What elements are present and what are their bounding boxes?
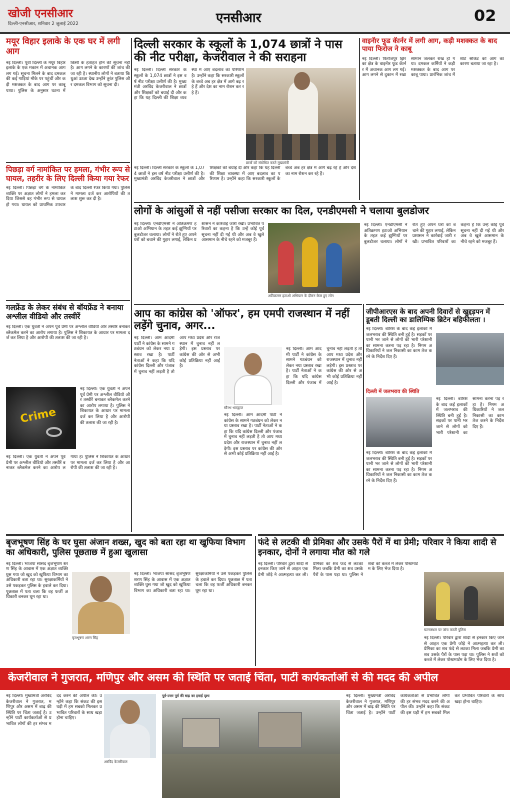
- brand-logo: [8, 6, 73, 21]
- person-body: [78, 602, 124, 634]
- column-divider: [359, 38, 360, 200]
- article-body: नई दिल्ली। पिछड़ा वर्ग के नामांकित व्यक्ति पर अज्ञात लोगों ने हमला कर दिया जिससे वह गंभीर रूप से घायल हो गया। घायल को प्राथमिक उपचार के बाद दिल्ली रेफर किया गया। पुलिस ने मामला दर्ज कर आरोपियों की तलाश शुरू कर दी है।: [6, 186, 130, 209]
- building: [182, 718, 220, 748]
- subhead: दिल्ली में जलभराव की स्थिति: [366, 389, 420, 395]
- article-body-continued: नई दिल्ली। एक युवती ने अपने पूर्व प्रेमी पर अश्लील वीडियो और तस्वीरें बनाकर ब्लैकमेल करने का आरोप लगाया है। पुलिस ने शिकायत के आधार पर मामला दर्ज कर लिया है और आरोपी की तलाश की जा रही है।: [6, 455, 130, 472]
- building: [258, 712, 302, 748]
- crime-label: Crime: [19, 405, 58, 426]
- crowd-photo: [268, 223, 360, 293]
- brand-name: खोजी एनसीआर: [8, 7, 73, 20]
- page-number: [474, 6, 496, 25]
- dateline-text: दिल्ली-एनसीआर, शनिवार 2 जुलाई 2022: [8, 22, 79, 27]
- street-photo: [366, 397, 432, 447]
- article-body-lower: नई दिल्ली। आम आदमी पार्टी ने कांग्रेस के सामने गठबंधन को लेकर नया प्रस्ताव रखा है। पार्टी नेताओं ने कहा कि यदि कांग्रेस दिल्ली और पंजाब में चुनाव नहीं लड़ती है तो आप मध्य प्रदेश और राजस्थान में चुनाव नहीं लड़ेगी। इस प्रस्ताव पर कांग्रेस की ओर से अभी कोई प्रतिक्रिया नहीं आई है।: [224, 413, 282, 458]
- headline: केजरीवाल ने गुजरात, मणिपुर और असम की स्थिति पर जताई चिंता, पार्टी कार्यकर्ताओं से की मदद की अपील: [8, 672, 439, 684]
- flood-photo: [162, 700, 340, 798]
- crime-graphic: [6, 387, 76, 449]
- person-figure: [464, 586, 478, 620]
- section-label: एनसीआर: [216, 11, 262, 26]
- person-head: [244, 353, 262, 375]
- section-title: [216, 8, 261, 26]
- photo-caption: अरविंद केजरीवाल: [104, 760, 128, 764]
- person-figure: [302, 237, 318, 287]
- page-number-text: 02: [474, 6, 497, 25]
- story-mayur-vihar: [6, 38, 130, 160]
- story-ndmc-bulldozer: [134, 202, 504, 302]
- article-body: नई दिल्ली। परिवार द्वारा शादी से इनकार किए जाने से आहत एक प्रेमी जोड़े ने आत्महत्या कर ली। प्रेमिका का शव फंदे से लटका मिला जबकि प्रेमी का शव उसके पैरों के पास पड़ा था। पुलिस ने शवों को कब्जे में लेकर पोस्टमार्टम के लिए भेज दिया है।: [258, 561, 418, 578]
- story-fire-food-corner: [362, 38, 504, 200]
- headline: आप का कांग्रेस को 'ऑफर', हम एमपी राजस्थान में नहीं लड़ेंगे चुनाव, अगर...: [134, 308, 350, 333]
- headline: बृजभूषण सिंह के घर घुसा अंजान शख्स, खुद को बता रहा था खुफिया विभाग का अधिकारी, पुलिस पूछताछ में हुआ खुलासा: [6, 538, 246, 558]
- story-neet-result: [134, 38, 356, 198]
- person-body: [234, 375, 272, 405]
- article-body-lower: नई दिल्ली। बारिश के बाद कई इलाकों में जलभराव की स्थिति बनी हुई है। सड़कों पर पानी भर जाने से लोगों को भारी परेशानी का सामना करना पड़ रहा है। निगम अधिकारियों ने जल निकासी का काम तेज करने के निर्देश दिए हैं।: [366, 451, 432, 484]
- article-body-continued: नई दिल्ली। एनडीएमसी ने अतिक्रमण हटाओ अभियान के तहत कई झुग्गियों पर बुलडोजर चलाया। लोगों ने रोते हुए अपने घरों को बचाने की गुहार लगाई, लेकिन प्रशासन ने कार्रवाई जारी रखी। प्रभावित परिवारों का कहना है कि उन्हें कोई पूर्व सूचना नहीं दी गई थी और अब वे खुले आसमान के नीचे रहने को मजबूर हैं।: [364, 223, 504, 245]
- story-lovers-suicide: [258, 534, 504, 666]
- column-divider: [363, 304, 364, 530]
- water-surface: [436, 367, 504, 385]
- article-body-side: नई दिल्ली। एक युवती ने अपने पूर्व प्रेमी पर अश्लील वीडियो और तस्वीरें बनाकर ब्लैकमेल करने का आरोप लगाया है। पुलिस ने शिकायत के आधार पर मामला दर्ज कर लिया है और आरोपी की तलाश की जा रही है।: [80, 387, 130, 426]
- person-body: [110, 724, 150, 758]
- flood-water: [162, 754, 340, 798]
- person-head: [120, 700, 140, 724]
- photo-caption: सौरभ भारद्वाज: [224, 406, 244, 410]
- article-body-continued: नई दिल्ली। दिल्ली सरकार के स्कूलों के 1,074 छात्रों ने इस वर्ष नीट परीक्षा उत्तीर्ण की है। मुख्यमंत्री अरविंद केजरीवाल ने छात्रों और शिक्षकों को बधाई दी और कहा कि यह दिल्ली की शिक्षा व्यवस्था में आए बदलाव का परिणाम है। उन्होंने कहा कि सरकारी स्कूलों के बच्चे अब हर क्षेत्र में आगे बढ़ रहे हैं और देश का नाम रोशन कर रहे हैं।: [134, 166, 356, 183]
- masthead: [0, 0, 510, 34]
- story-aap-offer: [134, 304, 362, 530]
- article-body-continued: नई दिल्ली। बारिश के बाद कई इलाकों में जलभराव की स्थिति बनी हुई है। सड़कों पर पानी भर जाने से लोगों को भारी परेशानी का सामना करना पड़ रहा है। निगम अधिकारियों ने जल निकासी का काम तेज करने के निर्देश दिए हैं।: [436, 397, 504, 436]
- portrait-photo: [104, 694, 156, 758]
- article-body-continued: नई दिल्ली। परिवार द्वारा शादी से इनकार किए जाने से आहत एक प्रेमी जोड़े ने आत्महत्या कर ली। प्रेमिका का शव फंदे से लटका मिला जबकि प्रेमी का शव उसके पैरों के पास पड़ा था। पुलिस ने शवों को कब्जे में लेकर पोस्टमार्टम के लिए भेज दिया है।: [424, 636, 504, 664]
- headline: दिल्ली सरकार के स्कूलों के 1,074 छात्रों ने पास की नीट परीक्षा, केजरीवाल ने की सराहना: [134, 37, 343, 65]
- article-body: नई दिल्ली। बारिश के बाद कई इलाकों में जलभराव की स्थिति बनी हुई है। सड़कों पर पानी भर जाने से लोगों को भारी परेशानी का सामना करना पड़ रहा है। निगम अधिकारियों ने जल निकासी का काम तेज करने के निर्देश दिए हैं।: [366, 327, 432, 361]
- person-figure: [278, 241, 294, 285]
- headline: जीपीआरएस के बाद अपनी दिवारों से खुद्दड़पन में डूबती दिल्ली का डालिम्पिक ब्रिटेन बहिफीलता ।: [366, 308, 490, 325]
- article-body-continued: नई दिल्ली। भाजपा सांसद बृजभूषण शरण सिंह के आवास में एक अज्ञात व्यक्ति घुस गया जो खुद को खुफिया विभाग का अधिकारी बता रहा था। सुरक्षाकर्मियों ने उसे पकड़कर पुलिस के हवाले कर दिया। पूछताछ में पता चला कि वह फर्जी अधिकारी बनकर घूम रहा था।: [134, 572, 252, 594]
- photo-caption: अतिक्रमण हटाओ अभियान के दौरान बेघर हुए लोग: [268, 294, 334, 298]
- person-head: [294, 72, 310, 90]
- headline: पिछड़ा वर्ग नामांकित पर हमला, गंभीर रूप से घायल, तहरीर के लिए दिल्ली किया गया रेफर: [6, 165, 130, 183]
- column-divider: [131, 38, 132, 532]
- article-body: नई दिल्ली। आम आदमी पार्टी ने कांग्रेस के सामने गठबंधन को लेकर नया प्रस्ताव रखा है। पार्टी नेताओं ने कहा कि यदि कांग्रेस दिल्ली और पंजाब में चुनाव नहीं लड़ती है तो आप मध्य प्रदेश और राजस्थान में चुनाव नहीं लड़ेगी। इस प्रस्ताव पर कांग्रेस की ओर से अभी कोई प्रतिक्रिया नहीं आई है।: [134, 336, 220, 375]
- story-brijbhushan-intruder: [6, 534, 252, 666]
- headline: गलफ्रेंड के लेकर संबंध से बॉयफ्रेंड ने बनाया अश्लील वीडियो और तस्वीरें: [6, 303, 124, 321]
- headline: मयूर विहार इलाके के एक घर में लगी आग: [6, 37, 121, 57]
- handcuffs-icon: [46, 427, 62, 437]
- article-body-continued: नई दिल्ली। आम आदमी पार्टी ने कांग्रेस के सामने गठबंधन को लेकर नया प्रस्ताव रखा है। पार्टी नेताओं ने कहा कि यदि कांग्रेस दिल्ली और पंजाब में चुनाव नहीं लड़ती है तो आप मध्य प्रदेश और राजस्थान में चुनाव नहीं लड़ेगी। इस प्रस्ताव पर कांग्रेस की ओर से अभी कोई प्रतिक्रिया नहीं आई है।: [286, 347, 362, 386]
- student-row: [246, 134, 356, 160]
- portrait-photo: [224, 347, 282, 405]
- person-head: [90, 576, 112, 602]
- flood-photo-caption: पूर्व-उत्तर पूर्व की बाढ़ का हवाई दृश्य: [162, 694, 210, 698]
- headline: लोगों के आंसुओं से नहीं पसीजा सरकार का दिल, एनडीएमसी ने चलाया बुलडोजर: [134, 206, 429, 217]
- column-divider: [255, 536, 256, 666]
- classroom-photo: [246, 68, 356, 160]
- article-body: नई दिल्ली। फिरोजपुर झिरका क्षेत्र के वाइनॅार फूड कॅार्नर में अचानक आग लग गई। आग लगने से दुकान में रखा सामान जलकर राख हो गया। दमकल कर्मियों ने कड़ी मशक्कत के बाद आग पर काबू पाया। प्रारंभिक जांच में शॉर्ट सर्किट को आग का कारण बताया जा रहा है।: [362, 56, 504, 79]
- story-kejriwal-floods: [0, 668, 510, 800]
- article-body: नई दिल्ली। मुख्यमंत्री अरविंद केजरीवाल ने गुजरात, मणिपुर और असम में बाढ़ की स्थिति पर चिंता जताई है। उन्होंने पार्टी कार्यकर्ताओं से प्रभावित लोगों की हर संभव मदद करने की अपील की। उन्होंने कहा कि संकट की इस घड़ी में हम सबको मिलकर प्रभावित परिवारों के साथ खड़ा होना चाहिए।: [6, 694, 102, 727]
- dateline: [8, 21, 79, 27]
- article-body: नई दिल्ली। एक युवती ने अपने पूर्व प्रेमी पर अश्लील वीडियो और तस्वीरें बनाकर ब्लैकमेल करने का आरोप लगाया है। पुलिस ने शिकायत के आधार पर मामला दर्ज कर लिया है और आरोपी की तलाश की जा रही है।: [6, 325, 130, 342]
- article-body: नई दिल्ली। पूर्वी दिल्ली के मयूर विहार इलाके के एक मकान में अचानक आग लग गई। सूचना मिलने के बाद दमकल की कई गाड़ियां मौके पर पहुंचीं और कड़ी मशक्कत के बाद आग पर काबू पाया। पुलिस के अनुसार घटना में किसी के हताहत होने की सूचना नहीं है। आग लगने के कारणों की जांच की जा रही है। स्थानीय लोगों ने बताया कि धुआं उठता देख उन्होंने तुरंत पुलिस और दमकल विभाग को सूचना दी।: [6, 60, 130, 94]
- article-body-continued: नई दिल्ली। मुख्यमंत्री अरविंद केजरीवाल ने गुजरात, मणिपुर और असम में बाढ़ की स्थिति पर चिंता जताई है। उन्होंने पार्टी कार्यकर्ताओं से प्रभावित लोगों की हर संभव मदद करने की अपील की। उन्होंने कहा कि संकट की इस घड़ी में हम सबको मिलकर प्रभावित परिवारों के साथ खड़ा होना चाहिए।: [346, 694, 504, 716]
- photo-caption: घटनास्थल पर जांच करती पुलिस: [424, 628, 466, 632]
- story-obc-attack: [6, 162, 130, 298]
- headline: वाइनॅार फूड कॅार्नर में लगी आग, कड़ी मशक्कत के बाद पाया फिरोज ने काबू: [362, 37, 498, 53]
- story-waterlogging: [366, 304, 504, 530]
- scene-photo: [424, 572, 504, 626]
- person-figure: [326, 243, 342, 287]
- headline: फंदे से लटकी थी प्रेमिका और उसके पैरों में था प्रेमी; परिवार ने किया शादी से इनकार, दोनों ने लगाया मौत को गले: [258, 538, 497, 558]
- photo-caption: छात्रों को संबोधित करते मुख्यमंत्री: [246, 161, 289, 165]
- article-body: नई दिल्ली। एनडीएमसी ने अतिक्रमण हटाओ अभियान के तहत कई झुग्गियों पर बुलडोजर चलाया। लोगों ने रोते हुए अपने घरों को बचाने की गुहार लगाई, लेकिन प्रशासन ने कार्रवाई जारी रखी। प्रभावित परिवारों का कहना है कि उन्हें कोई पूर्व सूचना नहीं दी गई थी और अब वे खुले आसमान के नीचे रहने को मजबूर हैं।: [134, 221, 264, 244]
- photo-caption: बृजभूषण शरण सिंह: [72, 636, 98, 640]
- portrait-photo: [72, 572, 130, 634]
- person-figure: [436, 582, 450, 620]
- waterlog-photo: [436, 333, 504, 385]
- article-body: नई दिल्ली। भाजपा सांसद बृजभूषण शरण सिंह के आवास में एक अज्ञात व्यक्ति घुस गया जो खुद को खुफिया विभाग का अधिकारी बता रहा था। सुरक्षाकर्मियों ने उसे पकड़कर पुलिस के हवाले कर दिया। पूछताछ में पता चला कि वह फर्जी अधिकारी बनकर घूम रहा था।: [6, 561, 68, 601]
- article-body: नई दिल्ली। दिल्ली सरकार के स्कूलों के 1,074 छात्रों ने इस वर्ष नीट परीक्षा उत्तीर्ण की है। मुख्यमंत्री अरविंद केजरीवाल ने छात्रों और शिक्षकों को बधाई दी और कहा कि यह दिल्ली की शिक्षा व्यवस्था में आए बदलाव का परिणाम है। उन्होंने कहा कि सरकारी स्कूलों के बच्चे अब हर क्षेत्र में आगे बढ़ रहे हैं और देश का नाम रोशन कर रहे हैं।: [134, 68, 244, 102]
- story-blackmail-video: [6, 300, 130, 532]
